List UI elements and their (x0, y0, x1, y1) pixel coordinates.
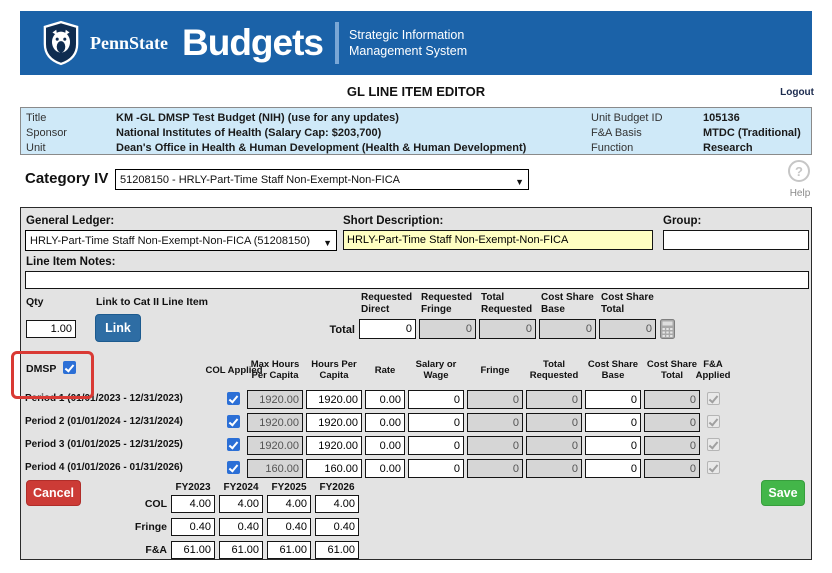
hours-per-capita-input[interactable] (306, 459, 362, 478)
salary-or-wage-input[interactable] (408, 459, 464, 478)
line-item-notes-input[interactable] (25, 271, 809, 289)
info-label-sponsor: Sponsor (26, 127, 67, 139)
fa-applied-checkbox (707, 461, 720, 474)
group-input[interactable] (663, 230, 809, 250)
info-label-unit-budget-id: Unit Budget ID (591, 112, 663, 124)
totals-header-cost-share-base: Cost Share Base (541, 292, 594, 315)
line-item-editor-panel (20, 207, 812, 560)
rate-input[interactable] (365, 459, 405, 478)
fy-header-2024: FY2024 (223, 482, 259, 493)
period-label: Period 3 (01/01/2025 - 12/31/2025) (25, 439, 183, 450)
totals-header-requested-fringe: Requested Fringe (421, 292, 473, 315)
rate-input[interactable] (365, 413, 405, 432)
total-cost-share-total-input (599, 319, 656, 339)
logout-link[interactable]: Logout (780, 87, 814, 98)
col-rate-input[interactable] (267, 495, 311, 513)
fa-rate-input[interactable] (171, 541, 215, 559)
max-hours-input (247, 436, 303, 455)
info-label-fa-basis: F&A Basis (591, 127, 642, 139)
cost-share-base-input[interactable] (585, 436, 641, 455)
salary-or-wage-input[interactable] (408, 413, 464, 432)
group-label: Group: (663, 215, 702, 227)
grid-header-max-hours: Max Hours Per Capita (250, 359, 300, 381)
grid-header-hours-per-capita: Hours Per Capita (311, 359, 357, 381)
header-divider (335, 22, 339, 64)
page-title: GL LINE ITEM EDITOR (346, 84, 486, 99)
info-value-sponsor: National Institutes of Health (Salary Cap: $203,700) (116, 127, 382, 139)
fy-row-label-col: COL (144, 498, 167, 510)
total-requested-direct-input[interactable] (359, 319, 416, 339)
grid-header-cost-share-base: Cost Share Base (587, 359, 639, 381)
hours-per-capita-input[interactable] (306, 413, 362, 432)
fringe-rate-input[interactable] (219, 518, 263, 536)
totals-header-total-requested: Total Requested (481, 292, 533, 315)
fringe-rate-input[interactable] (315, 518, 359, 536)
general-ledger-selected-value: HRLY-Part-Time Staff Non-Exempt-Non-FICA (51208150) (30, 235, 311, 247)
col-applied-checkbox[interactable] (227, 438, 240, 451)
grid-header-fa-applied: F&A Applied (695, 359, 731, 381)
max-hours-input (247, 413, 303, 432)
cancel-button[interactable]: Cancel (26, 480, 81, 506)
fa-rate-input[interactable] (315, 541, 359, 559)
fa-applied-checkbox (707, 438, 720, 451)
fy-header-2026: FY2026 (319, 482, 355, 493)
line-item-notes-label: Line Item Notes: (26, 256, 116, 268)
cost-share-total-input (644, 390, 700, 409)
info-label-title: Title (26, 112, 47, 124)
grid-header-col-applied: COL Applied (205, 364, 263, 376)
help-label: Help (789, 188, 811, 199)
col-rate-input[interactable] (219, 495, 263, 513)
total-requested-fringe-input (419, 319, 476, 339)
general-ledger-label: General Ledger: (26, 215, 115, 227)
period-label: Period 4 (01/01/2026 - 01/31/2026) (25, 462, 183, 473)
max-hours-input (247, 390, 303, 409)
col-applied-checkbox[interactable] (227, 415, 240, 428)
budget-info-panel (20, 107, 812, 155)
total-total-requested-input (479, 319, 536, 339)
general-ledger-select[interactable] (25, 230, 337, 251)
cost-share-base-input[interactable] (585, 413, 641, 432)
short-description-input[interactable] (343, 230, 653, 250)
fa-applied-checkbox (707, 392, 720, 405)
link-button[interactable]: Link (95, 314, 141, 342)
info-value-unit: Dean's Office in Health & Human Development (Health & Human Development) (116, 142, 527, 154)
category-label: Category IV (25, 170, 109, 187)
qty-input[interactable] (26, 320, 76, 338)
calculator-icon[interactable] (660, 319, 675, 344)
col-applied-checkbox[interactable] (227, 392, 240, 405)
chevron-down-icon: ▼ (323, 238, 332, 248)
fa-applied-checkbox (707, 415, 720, 428)
tagline-line-1: Strategic Information (349, 27, 465, 42)
rate-input[interactable] (365, 436, 405, 455)
col-rate-input[interactable] (171, 495, 215, 513)
info-value-unit-budget-id: 105136 (703, 112, 740, 124)
fy-header-2023: FY2023 (175, 482, 211, 493)
save-button[interactable]: Save (761, 480, 805, 506)
cost-share-base-input[interactable] (585, 459, 641, 478)
fringe-input (467, 436, 523, 455)
info-label-unit: Unit (26, 142, 46, 154)
info-value-title: KM -GL DMSP Test Budget (NIH) (use for any updates) (116, 112, 399, 124)
col-applied-checkbox[interactable] (227, 461, 240, 474)
pennstate-shield-logo (42, 20, 80, 66)
fy-row-label-fringe: Fringe (134, 521, 167, 533)
grid-header-rate: Rate (374, 364, 396, 376)
total-requested-input (526, 459, 582, 478)
info-value-fa-basis: MTDC (Traditional) (703, 127, 801, 139)
link-to-cat2-label: Link to Cat II Line Item (96, 296, 209, 308)
qty-label: Qty (26, 296, 44, 308)
short-description-label: Short Description: (343, 215, 444, 227)
total-requested-input (526, 436, 582, 455)
fringe-input (467, 413, 523, 432)
grid-header-salary-or-wage: Salary or Wage (415, 359, 457, 381)
app-title: Budgets (182, 22, 323, 63)
salary-or-wage-input[interactable] (408, 390, 464, 409)
totals-header-cost-share-total: Cost Share Total (601, 292, 654, 315)
chevron-down-icon: ▼ (515, 177, 524, 187)
app-tagline (349, 27, 467, 60)
totals-header-requested-direct: Requested Direct (361, 292, 413, 315)
cost-share-total-input (644, 459, 700, 478)
fringe-input (467, 459, 523, 478)
category-select[interactable] (115, 169, 529, 190)
fa-rate-input[interactable] (267, 541, 311, 559)
total-row-label: Total (329, 324, 355, 336)
dmsp-checkbox[interactable] (63, 361, 76, 374)
salary-or-wage-input[interactable] (408, 436, 464, 455)
info-label-function: Function (591, 142, 634, 154)
tagline-line-2: Management System (349, 44, 468, 58)
grid-header-fringe: Fringe (480, 364, 510, 376)
fringe-rate-input[interactable] (171, 518, 215, 536)
help-icon[interactable]: ? (788, 160, 810, 182)
fy-row-label-fa: F&A (145, 544, 167, 556)
grid-header-cost-share-total: Cost Share Total (646, 359, 698, 381)
fy-header-2025: FY2025 (271, 482, 307, 493)
info-value-function: Research (703, 142, 753, 154)
total-cost-share-base-input (539, 319, 596, 339)
total-requested-input (526, 413, 582, 432)
cost-share-total-input (644, 436, 700, 455)
cost-share-base-input[interactable] (585, 390, 641, 409)
fa-rate-input[interactable] (219, 541, 263, 559)
cost-share-total-input (644, 413, 700, 432)
hours-per-capita-input[interactable] (306, 436, 362, 455)
period-label: Period 1 (01/01/2023 - 12/31/2023) (25, 393, 183, 404)
header-bar (20, 11, 812, 75)
period-label: Period 2 (01/01/2024 - 12/31/2024) (25, 416, 183, 427)
fringe-input (467, 390, 523, 409)
pennstate-wordmark: PennState (90, 32, 168, 53)
max-hours-input (247, 459, 303, 478)
total-requested-input (526, 390, 582, 409)
fringe-rate-input[interactable] (267, 518, 311, 536)
dmsp-label: DMSP (26, 363, 57, 375)
rate-input[interactable] (365, 390, 405, 409)
grid-header-total-requested: Total Requested (529, 359, 579, 381)
hours-per-capita-input[interactable] (306, 390, 362, 409)
col-rate-input[interactable] (315, 495, 359, 513)
category-selected-value: 51208150 - HRLY-Part-Time Staff Non-Exempt-Non-FICA (120, 174, 401, 186)
